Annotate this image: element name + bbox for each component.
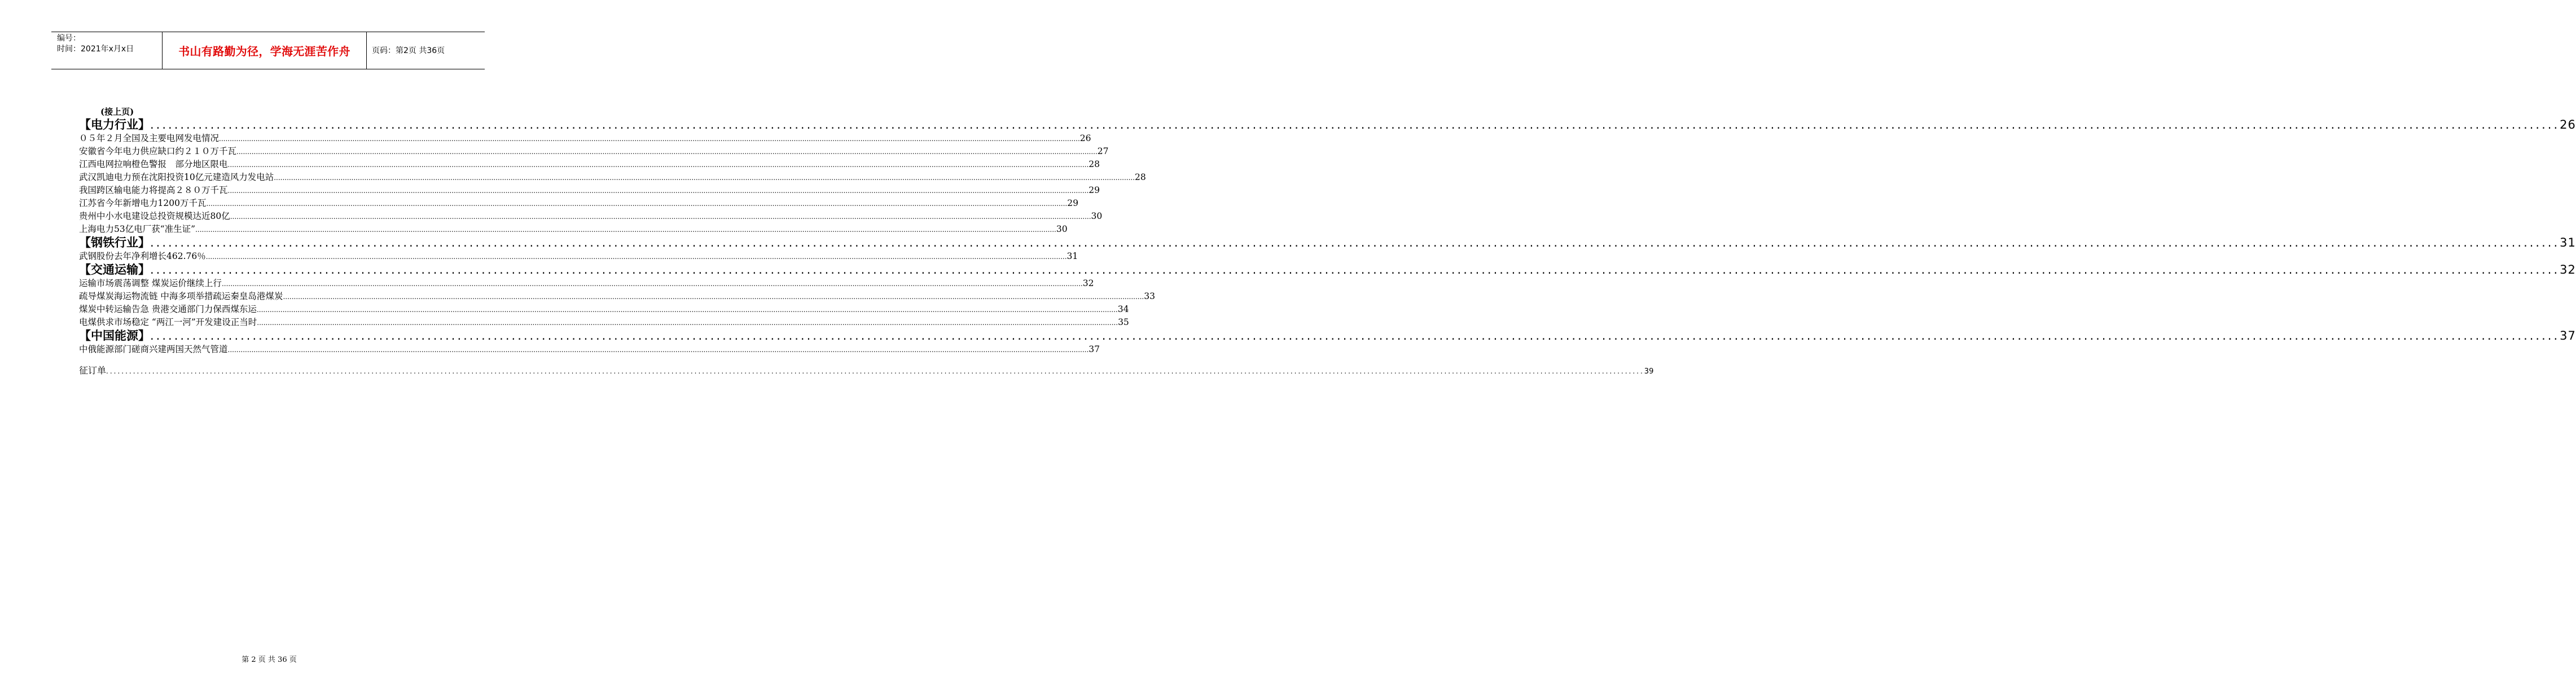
- toc-entry[interactable]: [79, 316, 1129, 329]
- toc-entry[interactable]: [79, 197, 1078, 210]
- toc-section-page-number: 37: [2560, 329, 2576, 342]
- header-meta: [57, 33, 161, 55]
- table-of-contents: [79, 106, 2576, 377]
- toc-section-page-number: 31: [2560, 236, 2576, 249]
- toc-entry-page-number: 30: [1091, 211, 1103, 221]
- toc-entry-title: 贵州中小水电建设总投资规模达近80亿: [79, 211, 230, 221]
- toc-entry[interactable]: [79, 158, 1100, 171]
- dot-leader: ................................................................................................................................................................................................................................................................................................................................................................................................................: [274, 174, 1135, 182]
- toc-entry-page-number: 30: [1056, 224, 1068, 234]
- dot-leader: ................................................................................................................................................................................................................................................................................................................................................................................................................: [230, 213, 1091, 221]
- toc-order-form[interactable]: [79, 364, 1654, 377]
- dot-leader: ................................................................................................................................................................................................................................................................................................................................................................................................................: [150, 263, 2560, 276]
- toc-entry-title: 武汉凯迪电力预在沈阳投资10亿元建造风力发电站: [79, 172, 274, 182]
- toc-entry-title: 我国跨区输电能力将提高２８０万千瓦: [79, 185, 228, 195]
- toc-section-title: 【钢铁行业】: [79, 236, 150, 249]
- toc-section-title: 【电力行业】: [79, 118, 150, 131]
- toc-entry-title: 运输市场震荡调整 煤炭运价继续上行: [79, 278, 222, 288]
- toc-entry[interactable]: [79, 250, 1078, 263]
- dot-leader: ................................................................................................................................................................................................................................................................................................................................................................................................................: [219, 135, 1080, 143]
- toc-entry[interactable]: [79, 343, 1100, 356]
- toc-entry-page-number: 26: [1079, 133, 1091, 143]
- dot-leader: ................................................................................................................................................................................................................................................................................................................................................................................................................: [106, 367, 1644, 375]
- toc-entry[interactable]: [79, 145, 1109, 158]
- dot-leader: ................................................................................................................................................................................................................................................................................................................................................................................................................: [227, 161, 1089, 169]
- toc-entry-page-number: 34: [1117, 304, 1129, 314]
- toc-section[interactable]: [79, 263, 2576, 277]
- toc-entry-page-number: 33: [1144, 291, 1155, 301]
- header-page-label: 页码：第2页 共36页: [372, 46, 445, 55]
- toc-entry-title: 电煤供求市场稳定 “两江一河”开发建设正当时: [79, 317, 257, 327]
- toc-entry[interactable]: [79, 290, 1155, 303]
- page-footer: 第 2 页 共 36 页: [242, 656, 297, 664]
- dot-leader: ................................................................................................................................................................................................................................................................................................................................................................................................................: [256, 306, 1118, 314]
- toc-entry-title: 上海电力53亿电厂获“准生证”: [79, 224, 196, 234]
- continued-label: (接上页): [100, 107, 134, 117]
- toc-entry-title: ０５年２月全国及主要电网发电情况: [79, 133, 220, 143]
- toc-entry[interactable]: [79, 132, 1091, 145]
- dot-leader: ................................................................................................................................................................................................................................................................................................................................................................................................................: [195, 226, 1056, 234]
- toc-entry-page-number: 28: [1135, 172, 1146, 182]
- toc-order-form-page-number: 39: [1644, 367, 1654, 376]
- header-time-label: 时间：2021年x月x日: [57, 45, 134, 54]
- toc-section[interactable]: [79, 236, 2576, 250]
- toc-section-title: 【交通运输】: [79, 263, 150, 276]
- toc-section-title: 【中国能源】: [79, 329, 150, 342]
- toc-entry-title: 疏导煤炭海运物流链 中海多项举措疏运秦皇岛港煤炭: [79, 291, 283, 301]
- toc-entry[interactable]: [79, 184, 1100, 197]
- toc-entry-title: 安徽省今年电力供应缺口约２１０万千瓦: [79, 146, 237, 156]
- header-number-label: 编号：: [57, 34, 81, 43]
- toc-entry[interactable]: [79, 210, 1103, 223]
- toc-entry-title: 中俄能源部门磋商兴建两国天然气管道: [79, 344, 228, 354]
- header-motto: 书山有路勤为径，学海无涯苦作舟: [178, 44, 350, 58]
- toc-entry-title: 煤炭中转运输告急 贵港交通部门力保西煤东运: [79, 304, 257, 314]
- toc-entry-title: 武钢股份去年净利增长462.76％: [79, 251, 206, 261]
- toc-entry-title: 江西电网拉响橙色警报 部分地区限电: [79, 159, 228, 169]
- dot-leader: ................................................................................................................................................................................................................................................................................................................................................................................................................: [283, 293, 1144, 301]
- toc-entry[interactable]: [79, 303, 1129, 316]
- toc-entry-page-number: 28: [1089, 159, 1100, 169]
- toc-entry[interactable]: [79, 223, 1068, 236]
- toc-entry-page-number: 32: [1082, 278, 1094, 288]
- toc-entry[interactable]: [79, 277, 1094, 290]
- toc-order-form-title: 征订单: [79, 365, 107, 376]
- toc-entry-page-number: 29: [1067, 198, 1078, 208]
- dot-leader: ................................................................................................................................................................................................................................................................................................................................................................................................................: [150, 236, 2560, 249]
- toc-section-page-number: 32: [2560, 263, 2576, 276]
- dot-leader: ................................................................................................................................................................................................................................................................................................................................................................................................................: [150, 118, 2560, 131]
- toc-entry-title: 江苏省今年新增电力1200万千瓦: [79, 198, 207, 208]
- toc-section-page-number: 26: [2560, 118, 2576, 131]
- dot-leader: ................................................................................................................................................................................................................................................................................................................................................................................................................: [236, 148, 1098, 156]
- dot-leader: ................................................................................................................................................................................................................................................................................................................................................................................................................: [205, 253, 1067, 261]
- header-divider-right: [366, 32, 367, 69]
- dot-leader: ................................................................................................................................................................................................................................................................................................................................................................................................................: [221, 280, 1083, 288]
- dot-leader: ................................................................................................................................................................................................................................................................................................................................................................................................................: [150, 329, 2560, 342]
- toc-entry-page-number: 31: [1067, 251, 1078, 261]
- toc-section[interactable]: [79, 118, 2576, 132]
- toc-entry-page-number: 29: [1089, 185, 1100, 195]
- toc-section[interactable]: [79, 329, 2576, 343]
- toc-entry-page-number: 35: [1118, 317, 1129, 327]
- dot-leader: ................................................................................................................................................................................................................................................................................................................................................................................................................: [227, 187, 1089, 195]
- toc-entry-page-number: 37: [1089, 344, 1100, 354]
- dot-leader: ................................................................................................................................................................................................................................................................................................................................................................................................................: [257, 319, 1118, 327]
- dot-leader: ................................................................................................................................................................................................................................................................................................................................................................................................................: [227, 346, 1089, 354]
- toc-entry-page-number: 27: [1097, 146, 1109, 156]
- dot-leader: ................................................................................................................................................................................................................................................................................................................................................................................................................: [206, 200, 1068, 208]
- toc-entry[interactable]: [79, 171, 1146, 184]
